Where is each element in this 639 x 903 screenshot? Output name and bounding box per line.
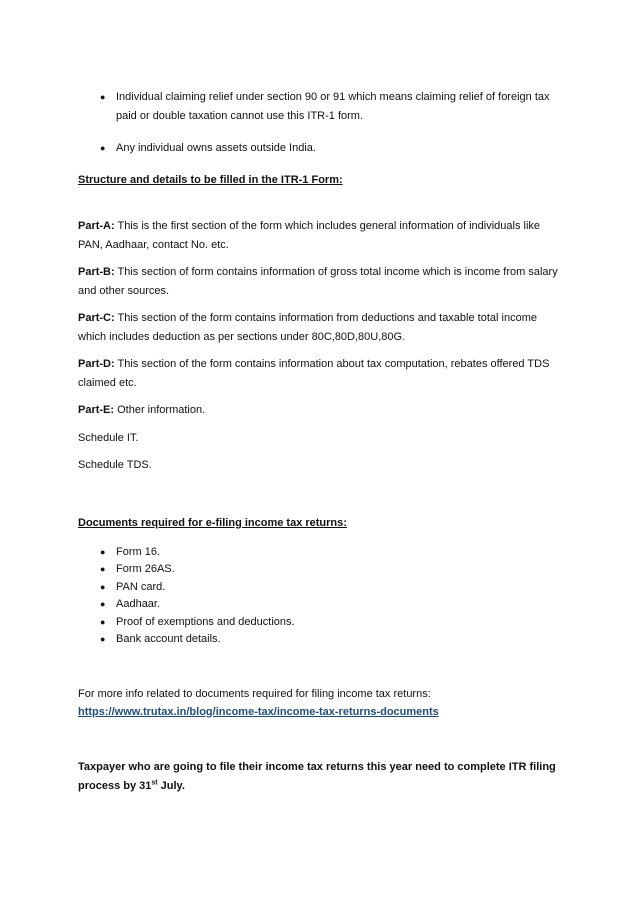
part-c-label: Part-C: (78, 312, 115, 324)
bullet-icon: ● (100, 599, 106, 609)
bullet-icon: ● (100, 546, 106, 557)
list-item: ● Individual claiming relief under section 90 or 91 which means claiming relief of foreign tax paid or double taxation cannot use this ITR-1 form. (78, 88, 558, 126)
part-b-label: Part-B: (78, 266, 115, 278)
list-item: ● Aadhaar. (78, 596, 558, 614)
ineligibility-list (78, 88, 558, 158)
more-info-text: For more info related to documents required for filing income tax returns: (78, 687, 431, 700)
schedule-it: Schedule IT. (78, 431, 139, 444)
part-d-paragraph: Part-D: This section of the form contains information about tax computation, rebates offered TDS claimed etc. (78, 358, 550, 389)
deadline-note: Taxpayer who are going to file their income tax returns this year need to complete ITR filing process by 31st July. (78, 760, 556, 792)
documents-link[interactable]: https://www.trutax.in/blog/income-tax/income-tax-returns-documents (78, 705, 439, 718)
list-item: ● Form 16. (78, 544, 558, 562)
bullet-icon: ● (100, 581, 106, 592)
list-item: ● PAN card. (78, 579, 558, 597)
part-b-paragraph: Part-B: This section of form contains information of gross total income which is income from salary and other sources. (78, 266, 558, 297)
bullet-icon: ● (100, 143, 106, 153)
part-e-paragraph: Part-E: Other information. (78, 404, 206, 416)
list-item: ● Any individual owns assets outside India. (78, 139, 558, 158)
structure-heading: Structure and details to be filled in the ITR-1 Form: (78, 174, 343, 186)
part-a-paragraph: Part-A: This is the first section of the form which includes general information of individuals like PAN, Aadhaar, contact No. etc. (78, 220, 541, 251)
part-d-label: Part-D: (78, 358, 115, 370)
list-item: ● Form 26AS. (78, 561, 558, 579)
document-content (78, 88, 558, 796)
bullet-icon: ● (100, 634, 106, 644)
part-c-paragraph: Part-C: This section of the form contains information from deductions and taxable total income which includes deduction as per sections under 80C,80D,80U,80G. (78, 312, 537, 343)
list-item: ● Proof of exemptions and deductions. (78, 614, 558, 632)
documents-heading: Documents required for e-filing income tax returns: (78, 516, 347, 529)
bullet-icon: ● (100, 616, 106, 627)
part-a-label: Part-A: (78, 220, 115, 232)
part-e-label: Part-E: (78, 404, 115, 416)
schedule-tds: Schedule TDS. (78, 459, 152, 471)
list-item: ● Bank account details. (78, 631, 558, 649)
ordinal-suffix: st (151, 778, 158, 786)
bullet-icon: ● (100, 564, 106, 574)
bullet-icon: ● (100, 92, 106, 102)
documents-list (78, 544, 558, 649)
